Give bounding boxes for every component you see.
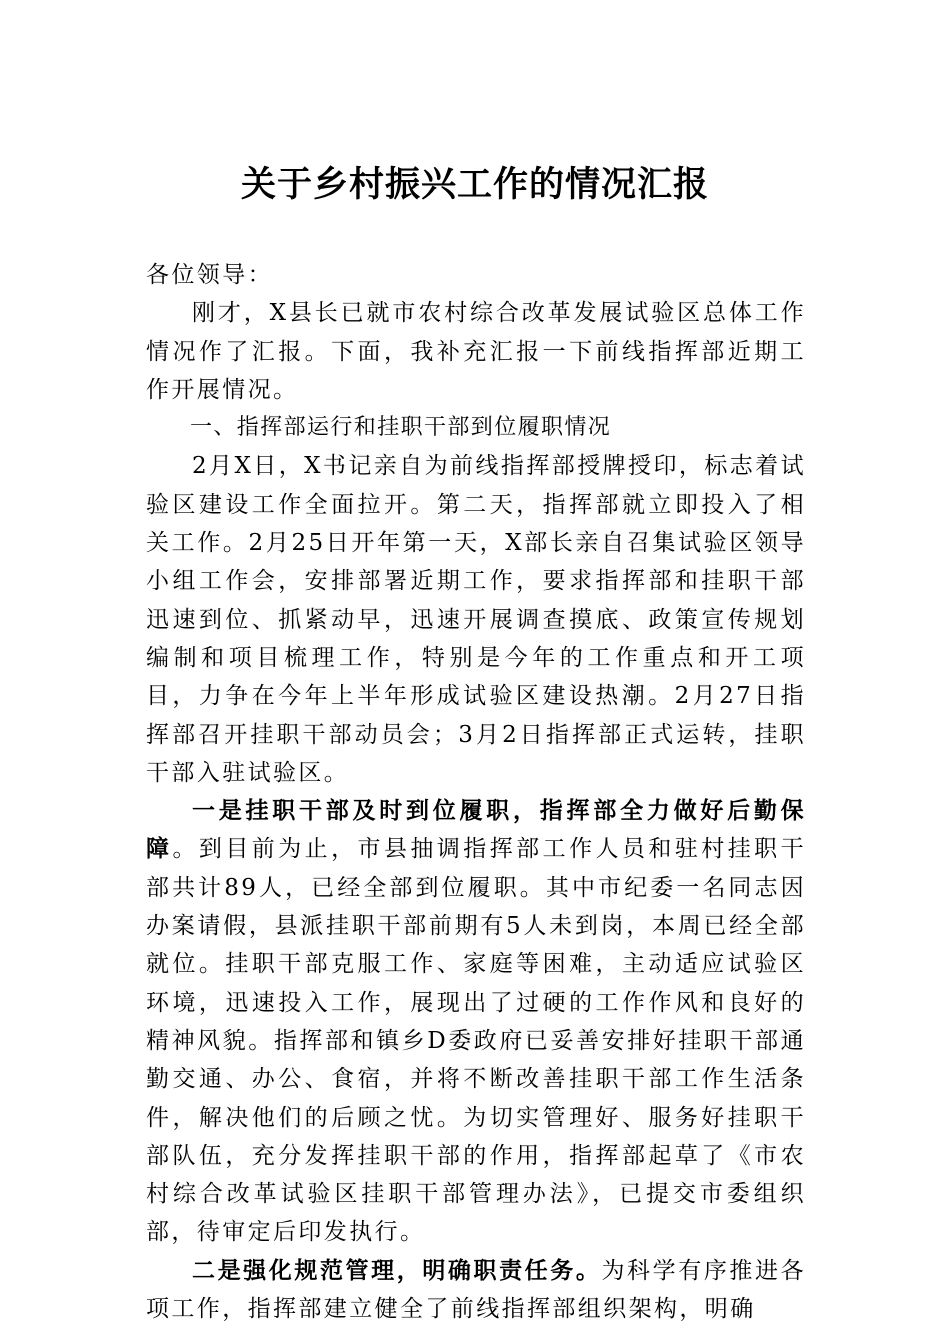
point-two-text: 为科学有序推进各项工作，指挥部建立健全了前线指挥部组织架构，明确 [146, 1257, 807, 1323]
point-two-lead: 二是强化规范管理，明确职责任务。 [192, 1256, 602, 1284]
point-one-paragraph [146, 792, 806, 1252]
point-two-paragraph [146, 1252, 806, 1329]
intro-paragraph: 刚才，X县长已就市农村综合改革发展试验区总体工作情况作了汇报。下面，我补充汇报一下前线指挥部近期工作开展情况。 [146, 300, 806, 403]
point-one-text: 。到目前为止，市县抽调指挥部工作人员和驻村挂职干部共计89人，已经全部到位履职。其中市纪委一名同志因办案请假，县派挂职干部前期有5人未到岗，本周已经全部就位。挂职干部克服工作、家庭等困难，主动适应试验区环境，迅速投入工作，展现出了过硬的工作作风和良好的精神风貌。指挥部和镇乡D委政府已妥善安排好挂职干部通勤交通、办公、食宿，并将不断改善挂职干部工作生活条件，解决他们的后顾之忧。为切实管理好、服务好挂职干部队伍，充分发挥挂职干部的作用，指挥部起草了《市农村综合改革试验区挂职干部管理办法》，已提交市委组织部，待审定后印发执行。 [146, 836, 806, 1246]
document-body [146, 256, 806, 1328]
section-heading: 一、指挥部运行和挂职干部到位履职情况 [190, 415, 612, 441]
section-paragraph: 2月X日，X书记亲自为前线指挥部授牌授印，标志着试验区建设工作全面拉开。第二天，指挥部就立即投入了相关工作。2月25日开年第一天，X部长亲自召集试验区领导小组工作会，安排部署近期工作，要求指挥部和挂职干部迅速到位、抓紧动早，迅速开展调查摸底、政策宣传规划编制和项目梳理工作，特别是今年的工作重点和开工项目，力争在今年上半年形成试验区建设热潮。2月27日指挥部召开挂职干部动员会；3月2日指挥部正式运转，挂职干部入驻试验区。 [146, 453, 806, 786]
point-one-lead: 一是挂职干部及时到位履职，指挥部全力做好后勤保障 [146, 797, 806, 863]
document-title: 关于乡村振兴工作的情况汇报 [240, 164, 709, 205]
salutation: 各位领导： [146, 262, 273, 288]
